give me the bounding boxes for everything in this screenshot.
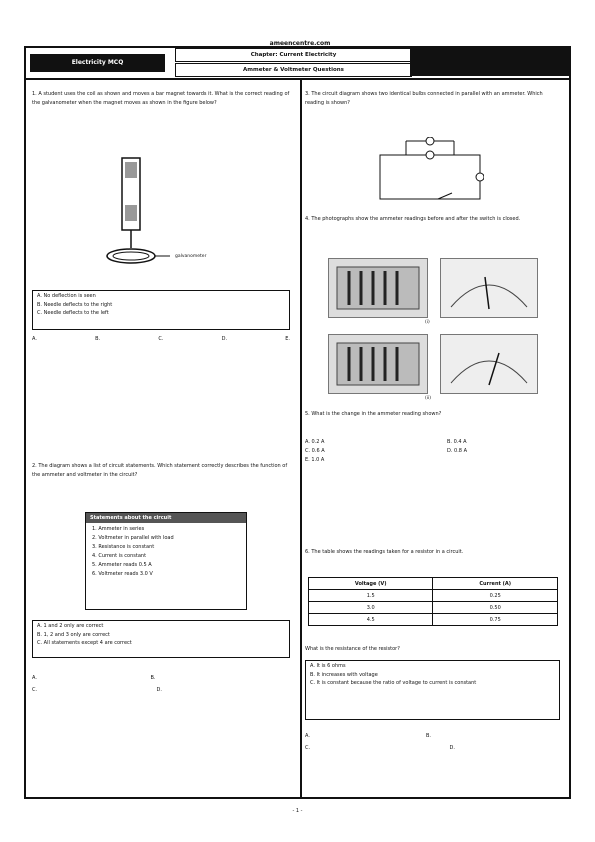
meter-dial-2 [440,334,538,394]
column-header: Current (A) [433,578,558,590]
q2-answer-a[interactable]: A. [32,675,37,681]
q4-option-e[interactable]: E. 1.0 A [305,457,325,463]
q1-answer-row [32,336,290,342]
circuit-diagram [378,137,484,202]
q6-answer-row-1 [305,733,550,739]
meter-dial-drawing [441,259,537,317]
q4-options-left [305,438,425,465]
statement-item: 1. Ammeter in series [92,526,145,532]
q6-answer-row-2 [305,745,455,751]
table-cell: 4.5 [309,614,433,626]
q2-option-c[interactable]: C. All statements except 4 are correct [37,640,132,646]
q2-answer-row-1 [32,675,272,681]
circuit-wire [380,155,480,199]
q2-answer-c[interactable]: C. [32,687,38,693]
q1-answer-e[interactable]: E. [285,336,290,342]
q4-option-a[interactable]: A. 0.2 A [305,439,325,445]
question-1-options [32,290,290,330]
table-header-row [309,578,558,590]
q1-option-a[interactable]: A. No deflection is seen [37,293,96,299]
question-2-text: 2. The diagram shows a list of circuit statements. Which statement correctly describes the function of the ammeter and voltmeter in the circuit? [32,463,288,478]
q2-answer-d[interactable]: D. [156,687,162,693]
galvanometer-label: galvanometer [175,254,207,259]
q6-answer-d[interactable]: D. [449,745,455,751]
q1-answer-d[interactable]: D. [221,336,228,342]
meter-dial-drawing [441,335,537,393]
question-6-options [305,660,560,720]
topic-badge: Electricity MCQ [30,54,165,72]
q1-answer-c[interactable]: C. [158,336,164,342]
table-row [309,614,558,626]
meter-dial-1 [440,258,538,318]
q6-option-a[interactable]: A. It is 6 ohms [310,663,346,669]
q1-answer-a[interactable]: A. [32,336,37,342]
magnet-pole-s [125,205,137,221]
q2-option-a[interactable]: A. 1 and 2 only are correct [37,623,104,629]
q4-option-d[interactable]: D. 0.8 A [447,448,467,454]
reading-table [308,577,558,626]
apparatus-photo-1 [328,258,428,318]
statement-item: 5. Ammeter reads 0.5 A [92,562,152,568]
coil-inner [113,252,149,260]
q1-option-c[interactable]: C. Needle deflects to the left [37,310,109,316]
magnet-pole-n [125,162,137,178]
apparatus-photo-2 [328,334,428,394]
site-header: ameencentre.com [269,40,331,47]
table-cell: 0.25 [433,590,558,602]
question-2-options [32,620,290,658]
question-6-text: 6. The table shows the readings taken for a resistor in a circuit. [305,549,464,555]
statement-box-title: Statements about the circuit [86,513,246,523]
header-divider [24,78,571,80]
column-header: Voltage (V) [309,578,433,590]
q4-option-c[interactable]: C. 0.6 A [305,448,325,454]
q4-option-b[interactable]: B. 0.4 A [447,439,467,445]
dial-needle [489,353,499,385]
q1-answer-b[interactable]: B. [95,336,101,342]
question-3-text: 3. The circuit diagram shows two identical bulbs connected in parallel with an ammeter. Which reading is shown? [305,91,543,106]
question-6-stem: What is the resistance of the resistor? [305,646,400,652]
statement-item: 4. Current is constant [92,553,147,559]
switch-icon [438,193,452,199]
question-5-stem: 5. What is the change in the ammeter reading shown? [305,411,442,417]
bulb-1-icon [426,137,434,145]
q1-option-b[interactable]: B. Needle deflects to the right [37,301,113,308]
statement-box [85,512,247,610]
figure-label-i: (i) [425,320,430,325]
statement-item: 6. Voltmeter reads 3.0 V [92,571,153,577]
bulb-2-icon [426,151,434,159]
statement-item: 3. Resistance is constant [92,544,155,550]
statement-list [86,523,246,581]
q2-option-b[interactable]: B. 1, 2 and 3 only are correct [37,631,110,638]
table-row [309,602,558,614]
table-cell: 0.75 [433,614,558,626]
q2-answer-row-2 [32,687,162,693]
section-title: Ammeter & Voltmeter Questions [175,63,412,77]
q2-answer-b[interactable]: B. [150,675,156,681]
q6-answer-c[interactable]: C. [305,745,311,751]
header-dark-block [410,48,570,76]
chapter-title: Chapter: Current Electricity [175,48,412,62]
q6-answer-b[interactable]: B. [425,733,431,739]
table-cell: 1.5 [309,590,433,602]
table-cell: 0.50 [433,602,558,614]
statement-item: 2. Voltmeter in parallel with load [92,535,174,541]
apparatus-drawing [329,335,427,393]
coil-ring [107,249,155,263]
figure-label-ii: (ii) [425,396,432,401]
page-number: - 1 - [292,808,303,814]
dial-needle [485,277,489,309]
q4-options-right [447,438,557,456]
column-divider [300,79,302,799]
dial-arc [451,361,527,383]
question-1-text: 1. A student uses the coil as shown and moves a bar magnet towards it. What is the correct reading of the galvanometer when the magnet moves as shown in the figure below? [32,91,290,106]
q6-answer-a[interactable]: A. [305,733,310,739]
table-row [309,590,558,602]
q6-option-c[interactable]: C. It is constant because the ratio of voltage to current is constant [310,680,477,686]
ammeter-icon [476,173,484,181]
q6-option-b[interactable]: B. It increases with voltage [310,671,378,678]
table-cell: 3.0 [309,602,433,614]
apparatus-drawing [329,259,427,317]
question-4-text: 4. The photographs show the ammeter readings before and after the switch is closed. [305,216,521,222]
